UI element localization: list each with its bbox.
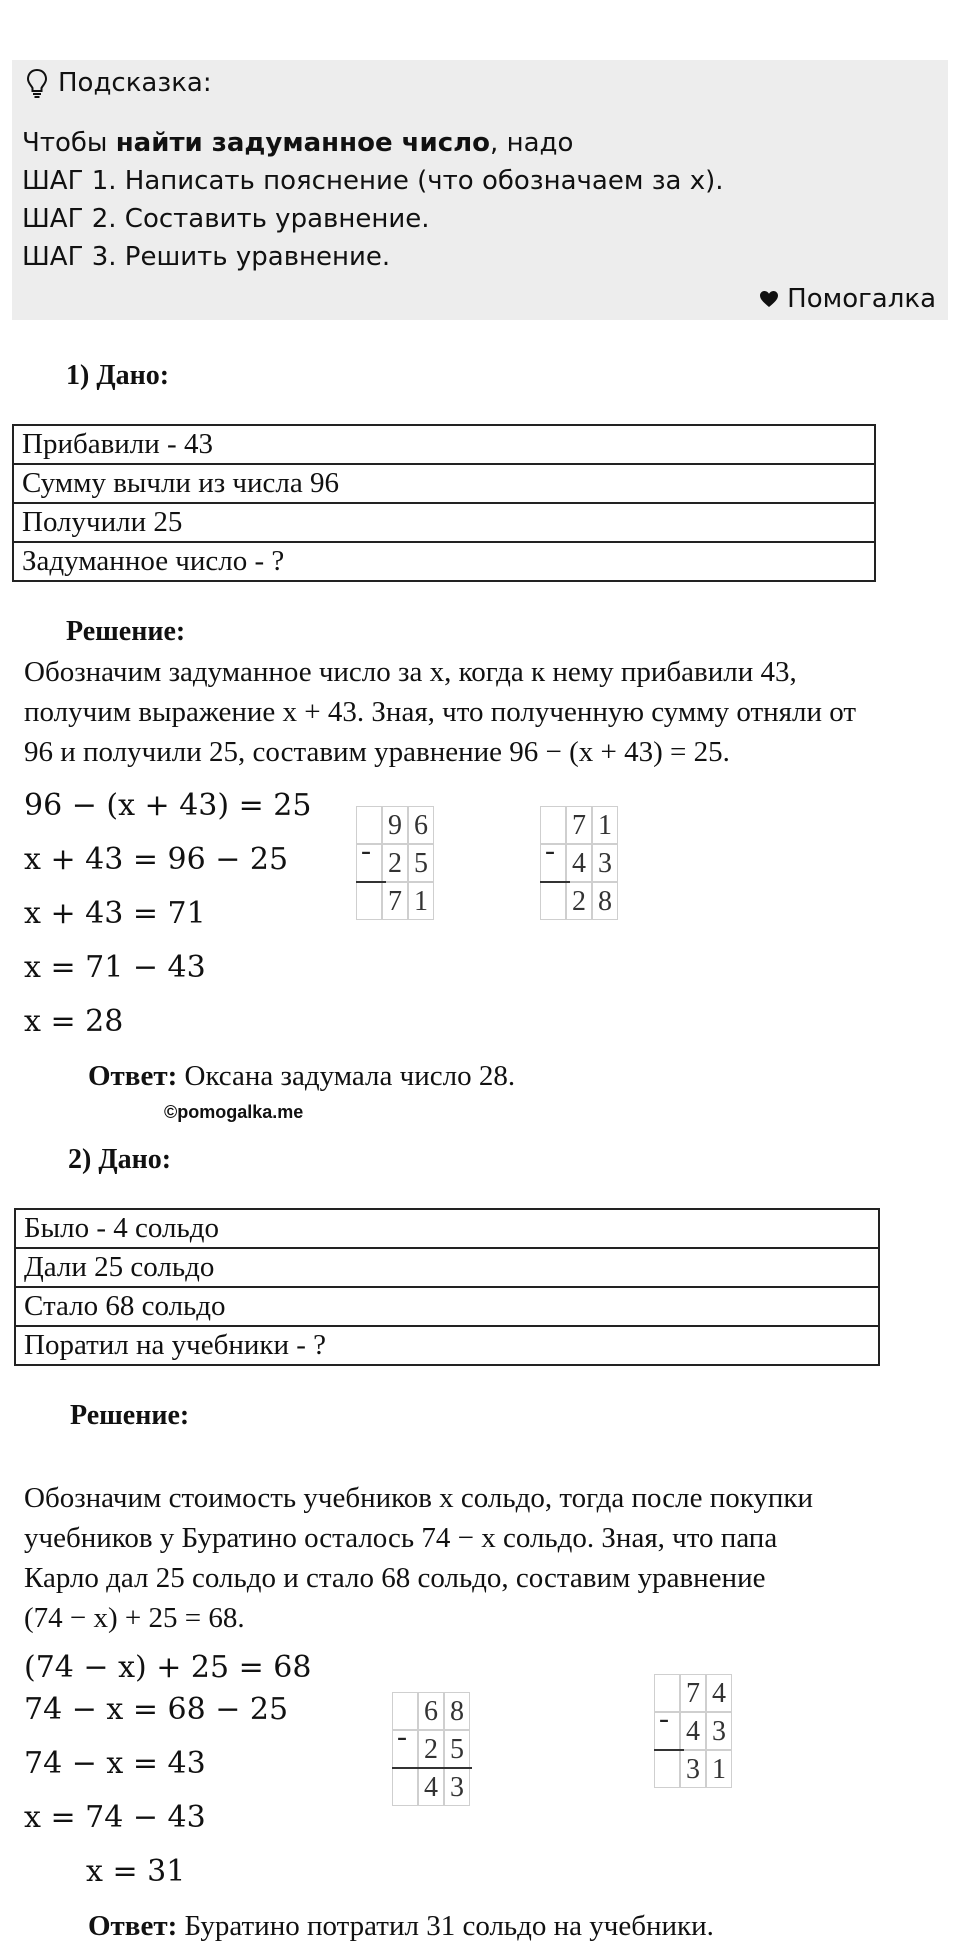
task1-solution-heading: Решение: bbox=[66, 616, 186, 647]
subtraction-line bbox=[654, 1749, 684, 1751]
copyright-label: ©pomogalka.me bbox=[164, 1102, 304, 1122]
task2-solution-line: (74 − x) + 25 = 68. bbox=[24, 1602, 245, 1634]
hint-title: Подсказка: bbox=[58, 68, 212, 98]
task1-given-heading: 1) Дано: bbox=[66, 360, 170, 391]
minus-sign: - bbox=[361, 834, 371, 867]
minus-sign: - bbox=[659, 1702, 669, 1735]
table-row: Прибавили - 43 bbox=[13, 425, 875, 464]
subtraction-line bbox=[356, 881, 386, 883]
task2-given-heading: 2) Дано: bbox=[68, 1144, 172, 1175]
task2-equation: 74 − x = 43 bbox=[24, 1746, 206, 1781]
table-row: Было - 4 сольдо bbox=[15, 1209, 879, 1248]
hint-emphasis: найти задуманное число bbox=[115, 128, 491, 158]
heart-icon bbox=[759, 290, 779, 308]
task1-answer: Ответ: Оксана задумала число 28. bbox=[88, 1060, 516, 1092]
minus-sign: - bbox=[397, 1720, 407, 1753]
table-row: Поратил на учебники - ? bbox=[15, 1326, 879, 1365]
task1-equation: x + 43 = 71 bbox=[24, 896, 206, 931]
subtraction-line bbox=[540, 881, 570, 883]
task2-solution-heading: Решение: bbox=[70, 1400, 190, 1431]
task1-equation: 96 − (x + 43) = 25 bbox=[24, 788, 312, 823]
task2-solution-line: Обозначим стоимость учебников x сольдо, тогда после покупки bbox=[24, 1482, 814, 1514]
table-row: Получили 25 bbox=[13, 503, 875, 542]
task1-solution-line: Обозначим задуманное число за x, когда к нему прибавили 43, bbox=[24, 656, 797, 688]
lightbulb-icon bbox=[26, 68, 48, 98]
table-row: Дали 25 сольдо bbox=[15, 1248, 879, 1287]
task2-equation: 74 − x = 68 − 25 bbox=[24, 1692, 289, 1727]
task1-equation: x = 28 bbox=[24, 1004, 124, 1039]
hint-box bbox=[12, 60, 948, 320]
task1-solution-line: 96 и получили 25, составим уравнение 96 − (x + 43) = 25. bbox=[24, 736, 730, 768]
task2-solution-line: учебников у Буратино осталось 74 − x сольдо. Зная, что папа bbox=[24, 1522, 778, 1554]
table-row: Сумму вычли из числа 96 bbox=[13, 464, 875, 503]
task2-answer: Ответ: Буратино потратил 31 сольдо на учебники. bbox=[88, 1910, 714, 1942]
task1-equation: x + 43 = 96 − 25 bbox=[24, 842, 289, 877]
task1-solution-line: получим выражение x + 43. Зная, что полученную сумму отняли от bbox=[24, 696, 857, 728]
hint-intro: Чтобы найти задуманное число, надо bbox=[22, 128, 574, 158]
table-row: Стало 68 сольдо bbox=[15, 1287, 879, 1326]
task1-equation: x = 71 − 43 bbox=[24, 950, 206, 985]
task2-equation: x = 31 bbox=[86, 1854, 186, 1889]
hint-step-2: ШАГ 2. Составить уравнение. bbox=[22, 204, 430, 234]
task2-given-table bbox=[14, 1208, 880, 1366]
task2-equation: x = 74 − 43 bbox=[24, 1800, 206, 1835]
subtraction-line bbox=[392, 1767, 472, 1769]
brand-label: Помогалка bbox=[759, 284, 936, 314]
minus-sign: - bbox=[545, 834, 555, 867]
hint-step-3: ШАГ 3. Решить уравнение. bbox=[22, 242, 391, 272]
task1-given-table bbox=[12, 424, 876, 582]
task2-equation: (74 − x) + 25 = 68 bbox=[24, 1650, 312, 1685]
hint-step-1: ШАГ 1. Написать пояснение (что обозначаем за x). bbox=[22, 166, 724, 196]
task2-solution-line: Карло дал 25 сольдо и стало 68 сольдо, составим уравнение bbox=[24, 1562, 766, 1594]
table-row: Задуманное число - ? bbox=[13, 542, 875, 581]
hint-header bbox=[26, 68, 212, 98]
